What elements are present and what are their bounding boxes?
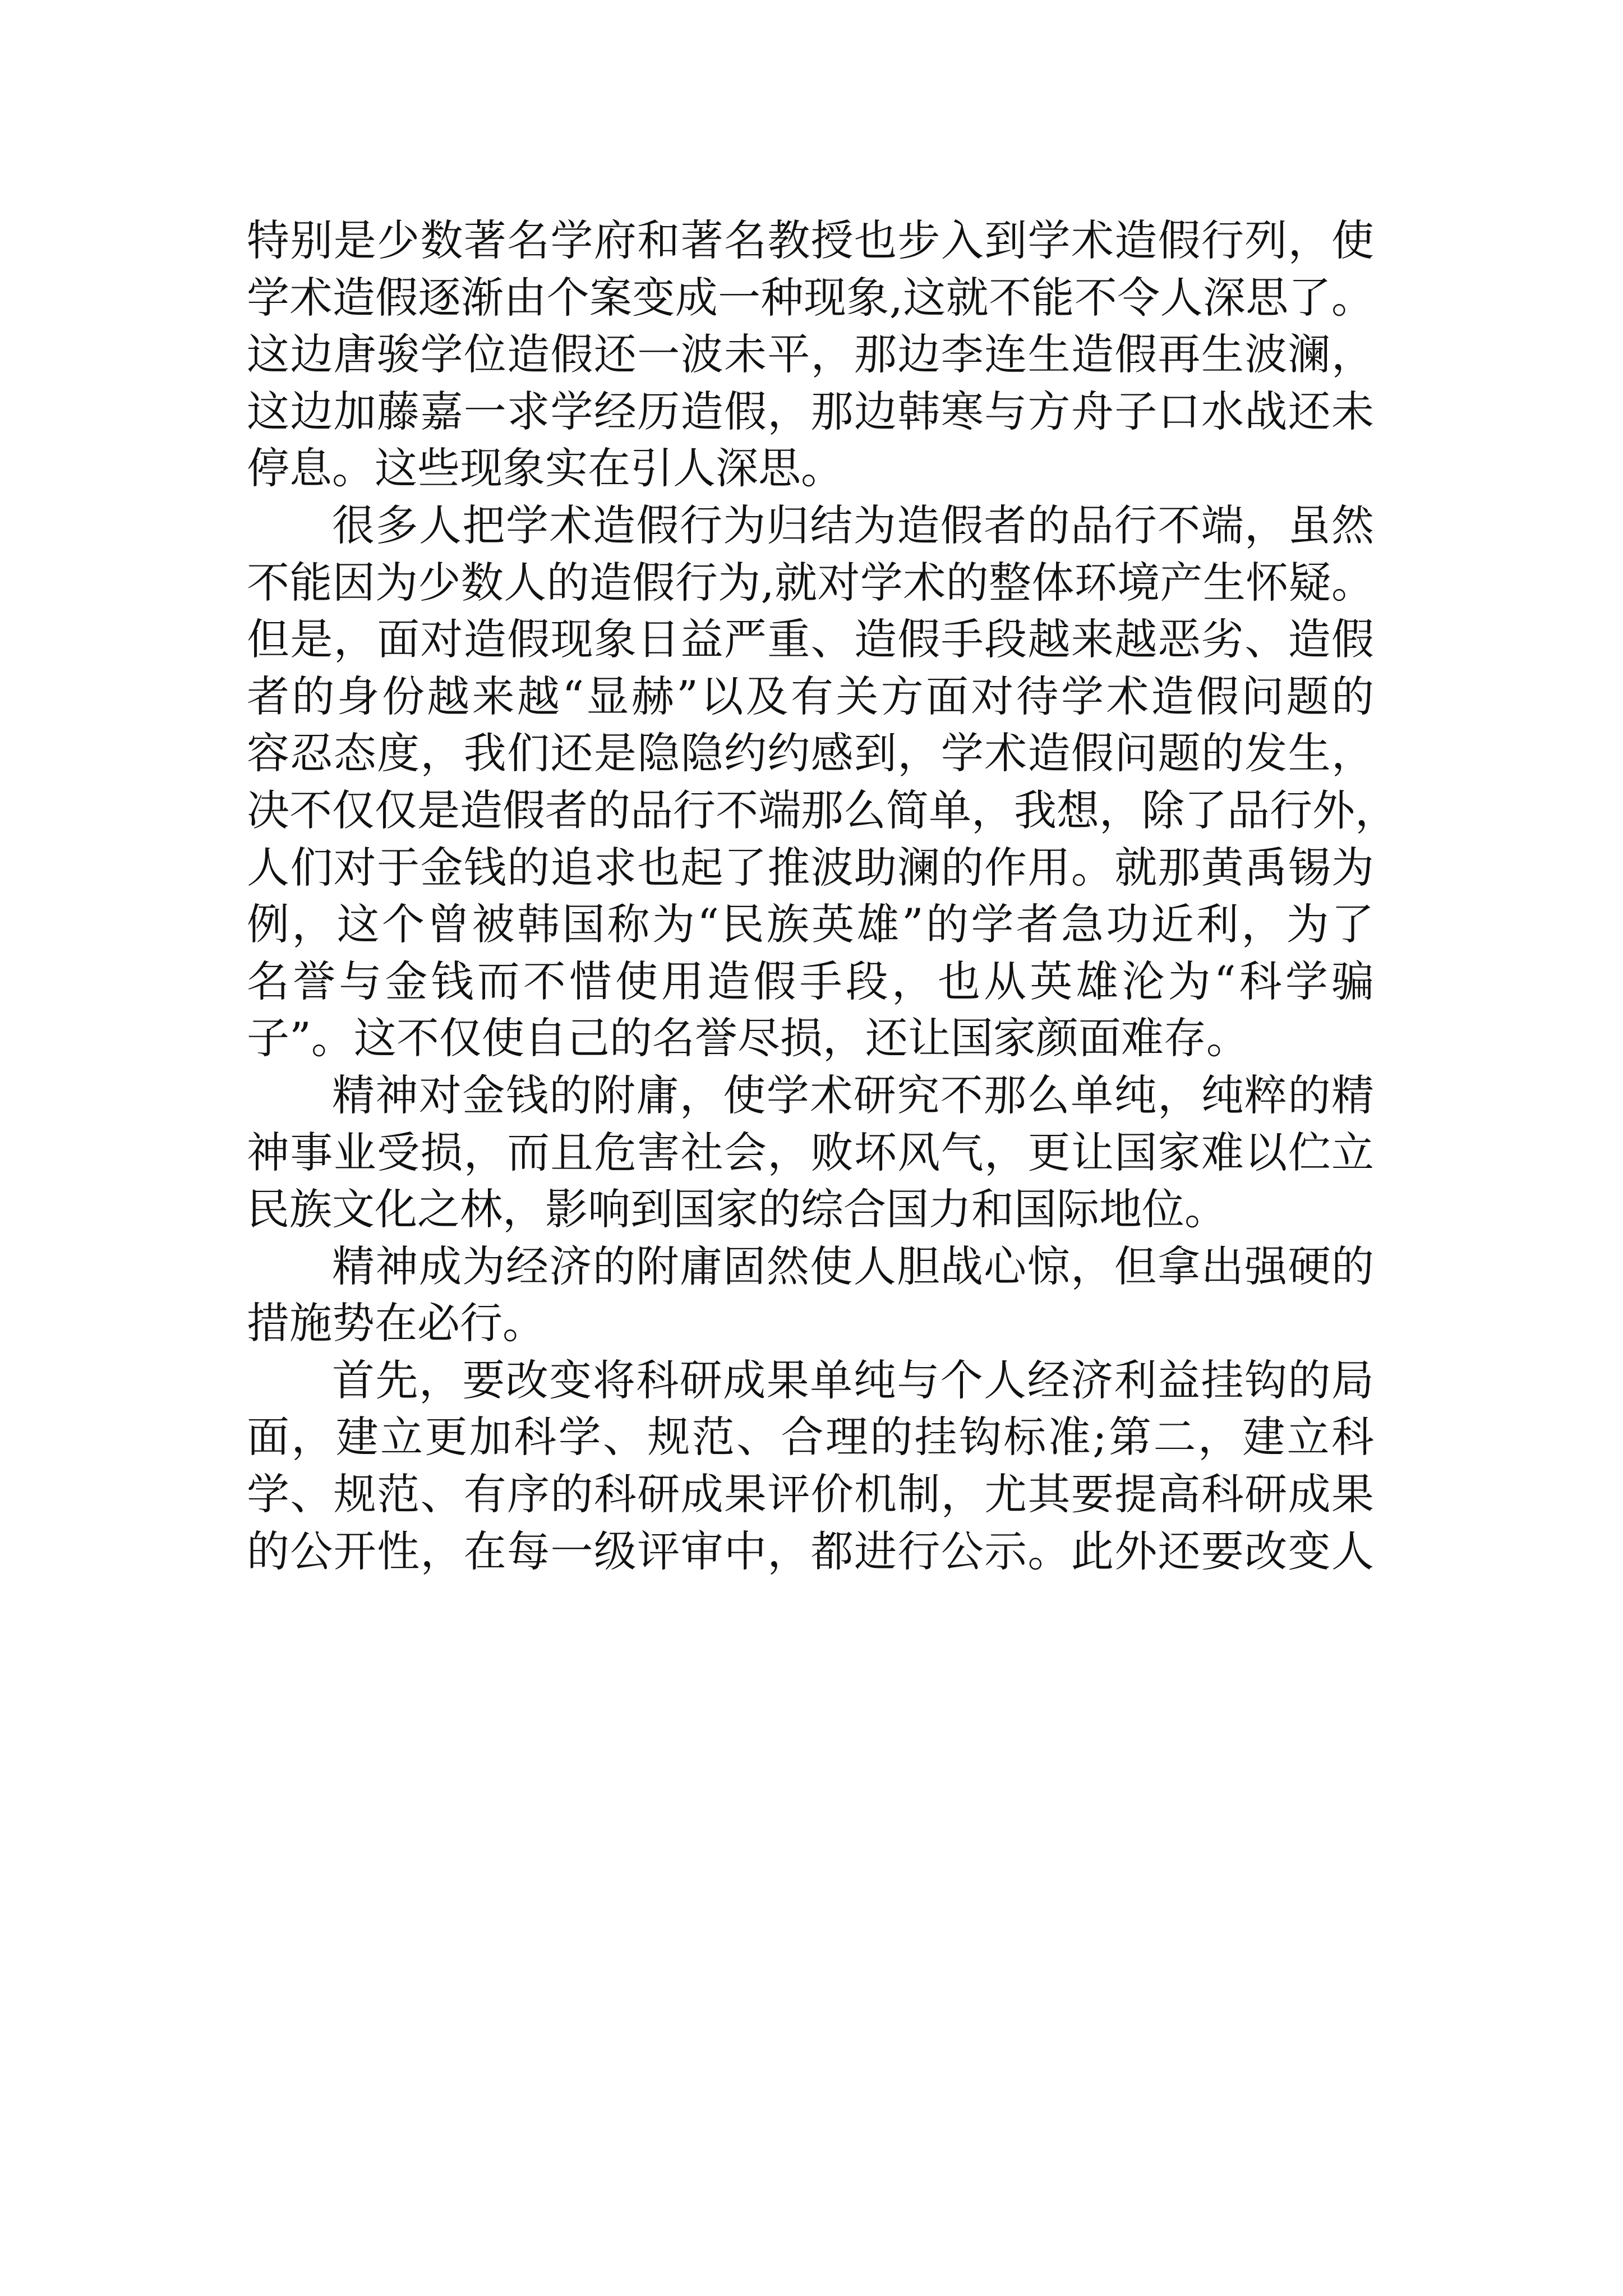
text-line: 这边唐骏学位造假还一波未平，那边李连生造假再生波澜， [247, 329, 1374, 380]
text-line: 学术造假逐渐由个案变成一种现象,这就不能不令人深思了。 [247, 272, 1374, 323]
text-line: 很多人把学术造假行为归结为造假者的品行不端，虽然 [332, 500, 1374, 550]
text-line: 人们对于金钱的追求也起了推波助澜的作用。就那黄禹锡为 [247, 842, 1374, 892]
text-line: 者的身份越来越“显赫”以及有关方面对待学术造假问题的 [247, 671, 1374, 721]
text-line: 首先，要改变将科研成果单纯与个人经济利益挂钩的局 [332, 1355, 1374, 1405]
text-line: 精神成为经济的附庸固然使人胆战心惊，但拿出强硬的 [332, 1241, 1374, 1291]
text-line: 但是，面对造假现象日益严重、造假手段越来越恶劣、造假 [247, 614, 1374, 665]
text-line: 精神对金钱的附庸，使学术研究不那么单纯，纯粹的精 [332, 1070, 1374, 1120]
text-line: 例，这个曾被韩国称为“民族英雄”的学者急功近利，为了 [247, 899, 1374, 950]
text-line: 容忍态度，我们还是隐隐约约感到，学术造假问题的发生， [247, 728, 1374, 779]
text-line: 这边加藤嘉一求学经历造假，那边韩寒与方舟子口水战还未 [247, 386, 1374, 436]
text-line: 名誉与金钱而不惜使用造假手段，也从英雄沦为“科学骗 [247, 956, 1374, 1006]
text-line: 不能因为少数人的造假行为,就对学术的整体环境产生怀疑。 [247, 557, 1374, 608]
text-line: 停息。这些现象实在引人深思。 [247, 443, 843, 494]
text-line: 神事业受损，而且危害社会，败坏风气，更让国家难以伫立 [247, 1127, 1374, 1177]
text-line: 的公开性，在每一级评审中，都进行公示。此外还要改变人 [247, 1526, 1374, 1576]
text-line: 面，建立更加科学、规范、合理的挂钩标准;第二，建立科 [247, 1412, 1374, 1462]
text-line: 措施势在必行。 [247, 1298, 545, 1349]
text-line: 特别是少数著名学府和著名教授也步入到学术造假行列，使 [247, 215, 1374, 265]
text-line: 学、规范、有序的科研成果评价机制，尤其要提高科研成果 [247, 1469, 1374, 1520]
text-line: 子”。这不仅使自己的名誉尽损，还让国家颜面难存。 [247, 1013, 1249, 1064]
text-line: 民族文化之林，影响到国家的综合国力和国际地位。 [247, 1184, 1227, 1235]
body-text [247, 212, 1398, 1580]
text-line: 决不仅仅是造假者的品行不端那么简单，我想，除了品行外， [247, 785, 1398, 835]
